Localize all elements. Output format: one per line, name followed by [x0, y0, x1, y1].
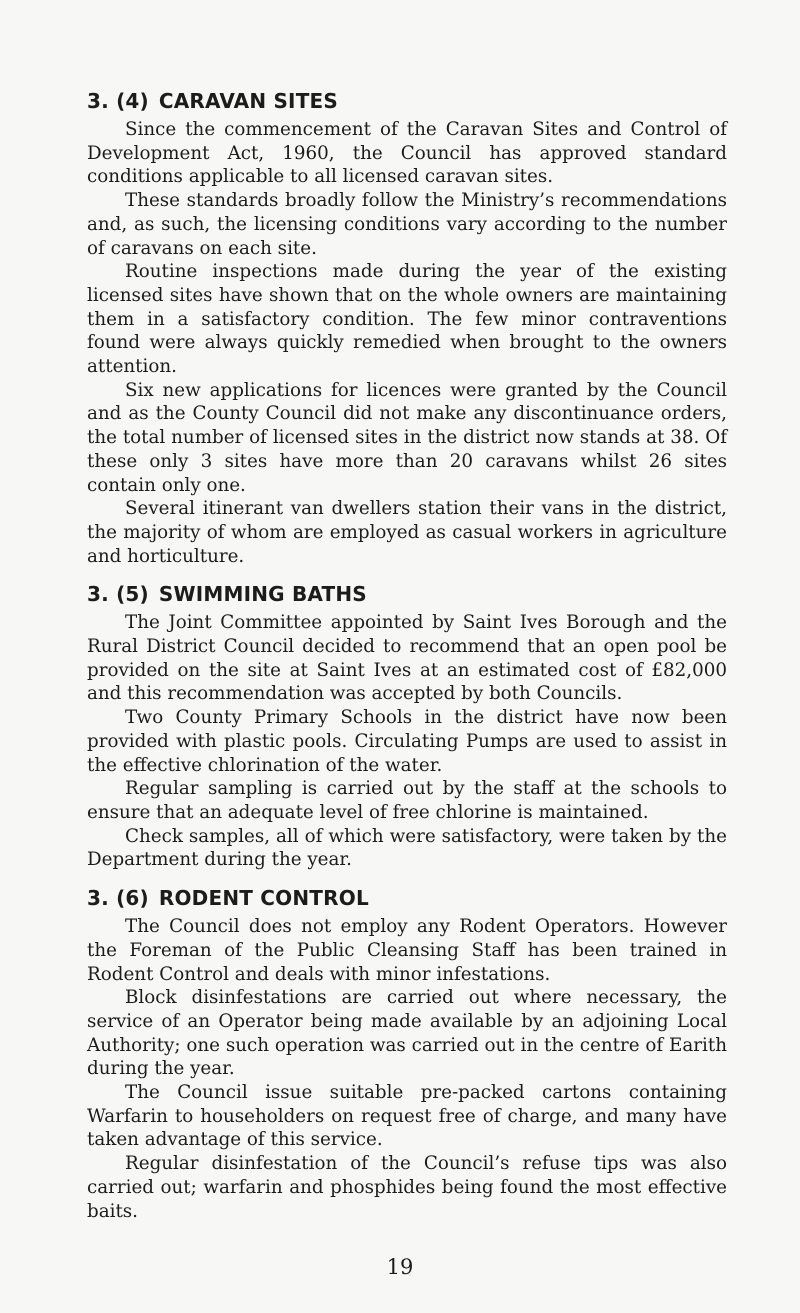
paragraph: Check samples, all of which were satisfactory, were taken by the Department during the year.: [87, 825, 727, 871]
section-rodent-control: [87, 885, 727, 1223]
paragraph: The Council does not employ any Rodent Operators. However the Foreman of the Public Cleansing Staff has been trained in Rodent Control and deals with minor infestations.: [87, 916, 727, 985]
page-number: 19: [386, 1255, 414, 1279]
section-swimming-baths: [87, 581, 727, 872]
paragraph: The Council issue suitable pre-packed cartons containing Warfarin to householders on request free of charge, and many have taken advantage of this service.: [87, 1082, 727, 1151]
paragraph: Since the commencement of the Caravan Sites and Control of Development Act, 1960, the Council has approved standard conditions applicable to all licensed caravan sites.: [87, 119, 727, 188]
paragraph: Six new applications for licences were granted by the Council and as the County Council did not make any discontinuance orders, the total number of licensed sites in the district now stands at 38. Of these only 3 sites have more than 20 caravans whilst 26 sites contain only one.: [87, 379, 727, 496]
paragraph: Regular sampling is carried out by the staff at the schools to ensure that an adequate level of free chlorine is maintained.: [87, 778, 727, 823]
section-title: SWIMMING BATHS: [158, 582, 367, 607]
section-heading: [87, 88, 727, 114]
paragraph: Routine inspections made during the year of the existing licensed sites have shown that on the whole owners are maintaining them in a satisfactory condition. The few minor contraventions found were always quickly remedied when brought to the owners attention.: [87, 261, 727, 378]
section-number: 3. (4): [87, 89, 149, 113]
section-title: RODENT CONTROL: [158, 886, 369, 911]
paragraph: Several itinerant van dwellers station their vans in the district, the majority of whom are employed as casual workers in agriculture and horticulture.: [87, 498, 727, 567]
section-heading: [87, 581, 727, 607]
paragraph: These standards broadly follow the Ministry’s recommendations and, as such, the licensing conditions vary according to the number of caravans on each site.: [87, 190, 727, 259]
text-column: [87, 88, 727, 1223]
section-number: 3. (5): [87, 582, 149, 607]
section-heading: [87, 885, 727, 911]
section-title: CARAVAN SITES: [158, 89, 339, 113]
paragraph: Regular disinfestation of the Council’s refuse tips was also carried out; warfarin and phosphides being found the most effective baits.: [87, 1153, 727, 1222]
section-number: 3. (6): [87, 886, 149, 911]
section-caravan-sites: [87, 88, 727, 568]
paragraph: Two County Primary Schools in the district have now been provided with plastic pools. Circulating Pumps are used to assist in the effective chlorination of the water.: [87, 707, 727, 776]
paragraph: Block disinfestations are carried out where necessary, the service of an Operator being made available by an adjoining Local Authority; one such operation was carried out in the centre of Earith during the year.: [87, 987, 727, 1080]
paragraph: The Joint Committee appointed by Saint Ives Borough and the Rural District Council decided to recommend that an open pool be provided on the site at Saint Ives at an estimated cost of £82,000 and this recommendation was accepted by both Councils.: [87, 612, 727, 705]
